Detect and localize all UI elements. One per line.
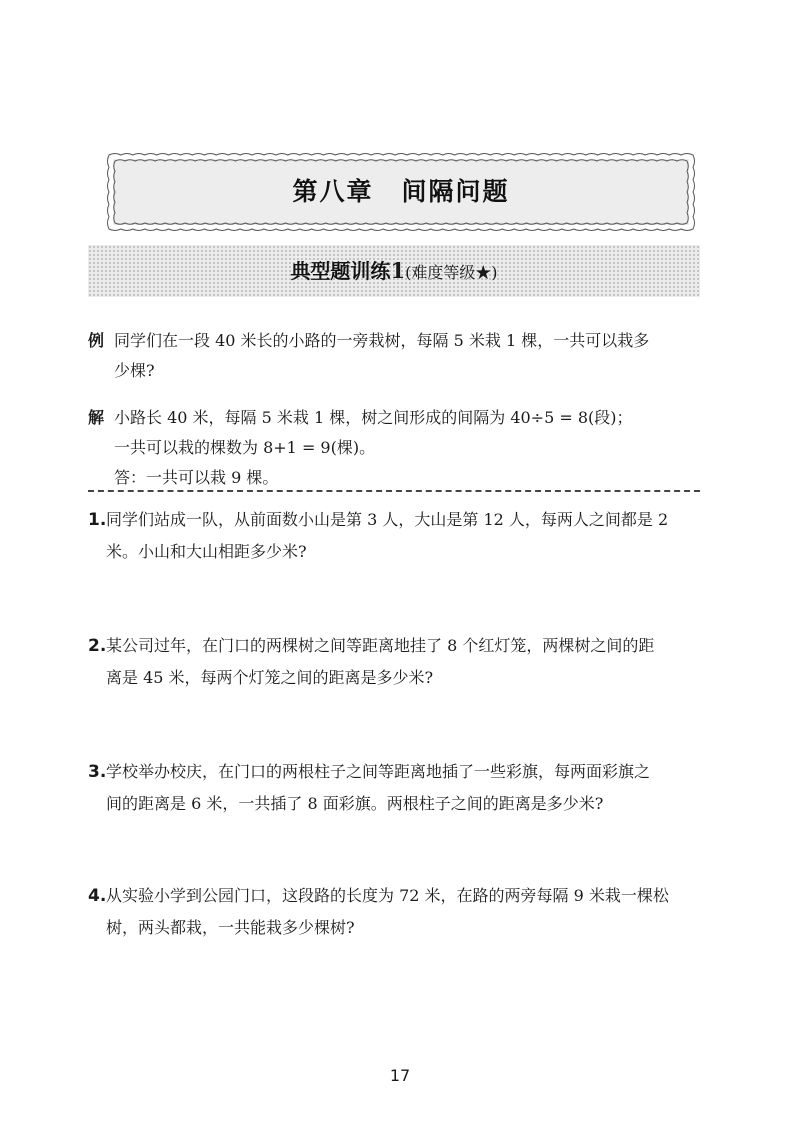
example-tag: 例 [88, 331, 105, 350]
section-header [88, 245, 700, 297]
question-number: 3. [88, 762, 107, 782]
question-line: 树，两头都栽，一共能栽多少棵树? [106, 918, 355, 937]
question-3 [88, 756, 712, 820]
question-text [106, 630, 712, 694]
solution-tag: 解 [88, 408, 105, 427]
question-2 [88, 630, 712, 694]
example-text [114, 326, 712, 386]
example-line: 同学们在一段 40 米长的小路的一旁栽树，每隔 5 米栽 1 棵，一共可以栽多 [114, 331, 650, 350]
example-block [88, 326, 712, 386]
solution-line: 小路长 40 米，每隔 5 米栽 1 棵，树之间形成的间隔为 40÷5 = 8(段)； [114, 408, 633, 427]
chapter-banner [104, 150, 698, 234]
section-title [88, 245, 700, 297]
question-number: 2. [88, 636, 107, 656]
question-number: 4. [88, 886, 107, 906]
question-line: 同学们站成一队，从前面数小山是第 3 人，大山是第 12 人，每两人之间都是 2 [106, 510, 669, 529]
question-text [106, 756, 712, 820]
question-1 [88, 504, 712, 568]
question-line: 米。小山和大山相距多少米? [106, 542, 307, 561]
question-line: 从实验小学到公园门口，这段路的长度为 72 米，在路的两旁每隔 9 米栽一棵松 [106, 886, 669, 905]
question-line: 离是 45 米，每两个灯笼之间的距离是多少米? [106, 668, 434, 687]
chapter-title [104, 150, 698, 234]
solution-line: 一共可以栽的棵数为 8+1 = 9(棵)。 [114, 438, 376, 457]
question-number: 1. [88, 510, 107, 530]
section-number: 1 [390, 258, 406, 283]
dashed-divider [88, 490, 700, 492]
chapter-name: 间隔问题 [401, 177, 510, 206]
section-title-text: 典型题训练 [290, 259, 391, 283]
solution-answer: 答：一共可以栽 9 棵。 [114, 468, 279, 487]
question-4 [88, 880, 712, 944]
solution-block [88, 403, 712, 493]
question-line: 学校举办校庆，在门口的两根柱子之间等距离地插了一些彩旗，每两面彩旗之 [106, 762, 651, 781]
section-difficulty: (难度等级★) [405, 263, 498, 282]
example-line: 少棵? [114, 361, 155, 380]
question-text [106, 504, 712, 568]
chapter-prefix: 第八章 [292, 177, 374, 206]
page-number: 17 [389, 1066, 411, 1085]
question-line: 间的距离是 6 米，一共插了 8 面彩旗。两根柱子之间的距离是多少米? [106, 794, 604, 813]
question-text [106, 880, 712, 944]
question-line: 某公司过年，在门口的两棵树之间等距离地挂了 8 个红灯笼，两棵树之间的距 [106, 636, 655, 655]
solution-text [114, 403, 712, 493]
